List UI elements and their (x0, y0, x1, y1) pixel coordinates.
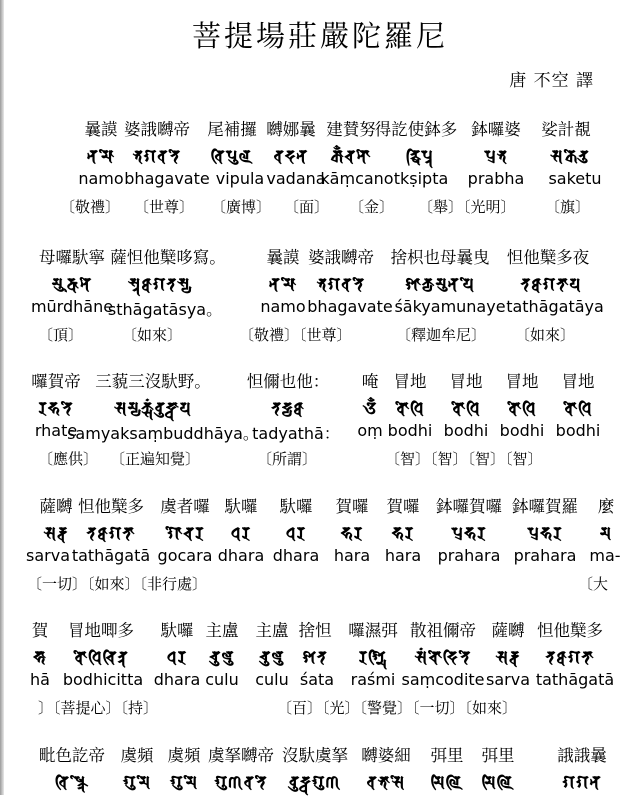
romanized-sanskrit-word: dhara (153, 670, 201, 689)
chinese-transliteration-word: 冒地 (505, 372, 539, 391)
romanized-sanskrit-word: bhagavate (124, 169, 210, 188)
page-title: 菩提場莊嚴陀羅尼 (191, 19, 448, 53)
siddham-script-word: 𑖢𑖿𑖨𑖮𑖨 (527, 524, 563, 544)
chinese-transliteration-word: 唵 (361, 372, 379, 391)
chinese-transliteration-word: 嚩婆細 (361, 746, 411, 765)
romanized-sanskrit-word: bodhicitta (62, 670, 144, 689)
siddham-script-word: 𑖌𑖼 (362, 399, 378, 419)
siddham-script-word: 𑖦𑖳𑖨𑖿𑖠𑖯𑖡𑖸 (51, 275, 93, 295)
romanized-sanskrit-word: mūrdhāne (30, 297, 114, 316)
siddham-script-word: 𑖭𑖎𑖸𑖝𑖲 (550, 147, 590, 167)
romanized-sanskrit-word: bodhi (443, 421, 489, 440)
chinese-gloss-word: 〔如來〕 (515, 326, 576, 344)
romanized-sanskrit-word: prabha (467, 169, 525, 188)
chinese-transliteration-word: 囉賀帝 (31, 372, 81, 391)
chinese-transliteration-word: 冒地唧多 (68, 621, 134, 640)
siddham-script-word: 𑖓𑖲𑖩𑖲 (259, 648, 285, 668)
romanized-sanskrit-word: tathāgatā (535, 670, 615, 689)
chinese-gloss-word: 〔正遍知覺〕 (110, 450, 201, 468)
romanized-sanskrit-word: hara (333, 546, 371, 565)
chinese-transliteration-word: 怛他櫱多 (537, 621, 603, 640)
chinese-transliteration-word: 虞頻 (120, 746, 154, 765)
siddham-script-word: 𑖨𑖮𑖝𑖸 (38, 399, 74, 419)
chinese-transliteration-word: 馱囉 (160, 621, 194, 640)
romanized-sanskrit-word: vadana (266, 169, 326, 188)
chinese-transliteration-word: 建賛努 (326, 120, 376, 139)
siddham-script-word: 𑖐𑖺𑖓𑖨 (165, 524, 205, 544)
siddham-script-word: 𑖮𑖯 (33, 648, 47, 668)
chinese-transliteration-word: 主盧 (255, 621, 289, 640)
siddham-script-word: 𑖝𑖟𑖿𑖧𑖞𑖯 (271, 399, 305, 419)
chinese-transliteration-word: 虞頻 (167, 746, 201, 765)
chinese-transliteration-word: 得訖使鉢多 (374, 120, 458, 139)
chinese-transliteration-word: 冒地 (393, 372, 427, 391)
chinese-gloss-word: 〔百〕〔光〕〔警覺〕〔一切〕〔如來〕 (277, 699, 518, 717)
chinese-transliteration-word: 怛儞也他： (246, 372, 330, 391)
siddham-script-word: 𑖡𑖦𑖺 (86, 147, 116, 167)
romanized-sanskrit-word: oṃ (357, 421, 383, 440)
chinese-gloss-word: 〔智〕〔智〕〔智〕〔智〕 (385, 450, 543, 468)
chinese-transliteration-word: 曩謨 (266, 248, 300, 267)
chinese-transliteration-word: 母囉馱寧 (39, 248, 105, 267)
romanized-sanskrit-word: śata (299, 670, 335, 689)
chinese-gloss-word: 〔旗〕 (545, 198, 591, 216)
chinese-transliteration-word: 散祖儞帝 (410, 621, 476, 640)
chinese-gloss-word: 〔金〕 (349, 198, 395, 216)
romanized-sanskrit-word: namo (260, 297, 306, 316)
romanized-sanskrit-word: sthāgatāsya。 (107, 300, 223, 319)
romanized-sanskrit-word: namo (78, 169, 124, 188)
siddham-script-word: 𑖤𑖺𑖠𑖰 (563, 399, 593, 419)
romanized-sanskrit-word: saketu (548, 169, 602, 188)
romanized-sanskrit-word: bodhi (555, 421, 601, 440)
chinese-transliteration-word: 薩嚩 (39, 497, 73, 516)
chinese-gloss-word: 〔頂〕 (38, 326, 84, 344)
romanized-sanskrit-word: ma- (589, 546, 621, 565)
siddham-script-word: 𑖤𑖺𑖠𑖰 (451, 399, 481, 419)
chinese-transliteration-word: 馱囉 (224, 497, 258, 516)
chinese-transliteration-word: 冒地 (449, 372, 483, 391)
chinese-transliteration-word: 弭里 (430, 746, 464, 765)
siddham-script-word: 𑖐𑖲𑖦𑖸 (122, 773, 152, 793)
chinese-transliteration-word: 鉢囉賀囉 (436, 497, 502, 516)
siddham-script-word: 𑖪𑖰𑖬𑖿𑖎𑖿𑖝𑖸 (55, 773, 89, 793)
chinese-transliteration-word: 婆誐嚩帝 (308, 248, 374, 267)
chinese-transliteration-word: 怛他櫱多 (78, 497, 144, 516)
chinese-transliteration-word: 曩謨 (84, 120, 118, 139)
siddham-script-word: 𑖠𑖨 (285, 524, 307, 544)
siddham-script-word: 𑖫𑖯𑖎𑖿𑖧𑖦𑖲𑖡𑖧𑖸 (405, 275, 475, 295)
siddham-script-word: 𑖮𑖨 (340, 524, 364, 544)
romanized-sanskrit-word: rhate (34, 421, 78, 440)
chinese-transliteration-word: 賀囉 (335, 497, 369, 516)
chinese-transliteration-word: 怛他櫱多夜 (506, 248, 590, 267)
siddham-script-word: 𑖪𑖥𑖯𑖭𑖸 (366, 773, 406, 793)
siddham-script-word: 𑖡𑖦𑖺 (268, 275, 298, 295)
chinese-transliteration-word: 麼 (597, 497, 615, 516)
chinese-gloss-word: 〔敬禮〕 (60, 198, 121, 216)
chinese-transliteration-word: 冒地 (561, 372, 595, 391)
romanized-sanskrit-word: bodhi (499, 421, 545, 440)
romanized-sanskrit-word: raśmi (350, 670, 396, 689)
siddham-script-word: 𑖤𑖺𑖠𑖰 (507, 399, 537, 419)
chinese-transliteration-word: 虞者囉 (160, 497, 210, 516)
romanized-sanskrit-word: śākyamunaye (394, 297, 506, 316)
romanized-sanskrit-word: dhara (272, 546, 320, 565)
chinese-transliteration-word: 沒馱虞拏 (282, 746, 348, 765)
siddham-script-word: 𑖭𑖨𑖿𑖪 (43, 524, 69, 544)
romanized-sanskrit-word: saṃcodite (401, 670, 485, 689)
romanized-sanskrit-word: prahara (437, 546, 501, 565)
siddham-script-word: 𑖦𑖰𑖩𑖰 (430, 773, 464, 793)
siddham-script-word: 𑖨𑖫𑖿𑖦𑖰 (358, 648, 388, 668)
siddham-script-word: 𑖪𑖟𑖡 (273, 147, 309, 167)
chinese-transliteration-word: 囉濕弭 (348, 621, 398, 640)
siddham-script-word: 𑖝𑖞𑖯𑖐𑖝𑖯𑖧 (520, 275, 582, 295)
chinese-transliteration-word: 鉢囉賀羅 (512, 497, 578, 516)
siddham-script-word: 𑖝𑖞𑖯𑖐𑖝𑖯 (545, 648, 595, 668)
chinese-gloss-word: 〔面〕 (284, 198, 330, 216)
chinese-gloss-word: 〔所謂〕 (257, 450, 318, 468)
chinese-gloss-word: 〔如來〕 (122, 326, 183, 344)
romanized-sanskrit-word: tkṣipta (393, 169, 449, 188)
chinese-transliteration-word: 捨怛 (298, 621, 332, 640)
romanized-sanskrit-word: hā (30, 670, 50, 689)
chinese-transliteration-word: 尾補攞 (207, 120, 257, 139)
romanized-sanskrit-word: gocara (157, 546, 213, 565)
chinese-transliteration-word: 三藐三沒馱野。 (95, 372, 211, 391)
page-edge-shadow (0, 0, 4, 795)
romanized-sanskrit-word: tadyathā： (252, 424, 340, 443)
siddham-script-word: 𑖐𑖲𑖦𑖸 (169, 773, 199, 793)
romanized-sanskrit-word: tathāgatā (71, 546, 151, 565)
chinese-gloss-word: 〕〔菩提心〕〔持〕 (38, 699, 159, 717)
romanized-sanskrit-word: sarva (26, 546, 70, 565)
chinese-transliteration-word: 弭里 (481, 746, 515, 765)
chinese-gloss-word: 〔舉〕〔光明〕 (418, 198, 516, 216)
romanized-sanskrit-word: samyaksaṃbuddhāya。 (67, 424, 259, 443)
chinese-gloss-word: 〔大 (578, 575, 609, 593)
romanized-sanskrit-word: kāṃcano (320, 169, 394, 188)
siddham-script-word: 𑖭𑖨𑖿𑖪 (495, 648, 521, 668)
siddham-script-word: 𑖢𑖿𑖨𑖥 (484, 147, 508, 167)
siddham-script-word: 𑖫𑖝 (302, 648, 328, 668)
romanized-sanskrit-word: vipula (215, 169, 265, 188)
romanized-sanskrit-word: culu (255, 670, 289, 689)
chinese-transliteration-word: 婆誐嚩帝 (124, 120, 190, 139)
siddham-script-word: 𑖭𑖦𑖿𑖧𑖎𑖿𑖭𑖽𑖤𑖲𑖟𑖿𑖠𑖯𑖧 (114, 399, 192, 419)
siddham-script-word: 𑖠𑖨 (230, 524, 252, 544)
chinese-transliteration-word: 嚩娜曩 (266, 120, 316, 139)
chinese-gloss-word: 〔應供〕 (38, 450, 99, 468)
chinese-transliteration-word: 薩怛他櫱哆寫。 (110, 248, 226, 267)
romanized-sanskrit-word: hara (384, 546, 422, 565)
romanized-sanskrit-word: culu (205, 670, 239, 689)
siddham-script-word: 𑖤𑖲𑖟𑖿𑖠𑖐𑖲𑖜 (289, 773, 341, 793)
romanized-sanskrit-word: dhara (217, 546, 265, 565)
siddham-script-word: 𑖝𑖿𑖎𑖿𑖬𑖰𑖢𑖿𑖝 (406, 147, 434, 167)
siddham-script-word: 𑖠𑖨 (166, 648, 188, 668)
chinese-transliteration-word: 誐誐曩 (557, 746, 607, 765)
siddham-script-word: 𑖓𑖲𑖩𑖲 (209, 648, 235, 668)
siddham-script-word: 𑖥𑖐𑖪𑖝𑖸 (316, 275, 366, 295)
siddham-script-word: 𑖦 (599, 524, 613, 544)
chinese-gloss-word: 〔釋迦牟尼〕 (396, 326, 487, 344)
chinese-transliteration-word: 捨枳也母曩曳 (390, 248, 490, 267)
siddham-script-word: 𑖎𑖯𑖼𑖓𑖡𑖺 (330, 147, 372, 167)
chinese-transliteration-word: 毗色訖帝 (39, 746, 105, 765)
siddham-script-word: 𑖢𑖿𑖨𑖮𑖨 (451, 524, 487, 544)
translator-byline: 唐 不空 譯 (509, 71, 594, 91)
siddham-script-word: 𑖥𑖐𑖪𑖝𑖸 (132, 147, 182, 167)
chinese-gloss-word: 〔廣博〕 (211, 198, 272, 216)
siddham-script-word: 𑖝𑖞𑖯𑖐𑖝𑖯 (86, 524, 136, 544)
siddham-script-word: 𑖐𑖐𑖡 (562, 773, 602, 793)
romanized-sanskrit-word: bodhi (387, 421, 433, 440)
chinese-gloss-word: 〔一切〕〔如來〕〔非行處〕 (27, 575, 208, 593)
chinese-transliteration-word: 馱囉 (279, 497, 313, 516)
chinese-transliteration-word: 鉢囉婆 (471, 120, 521, 139)
siddham-script-word: 𑖭𑖽𑖓𑖺𑖟𑖰𑖝𑖸 (414, 648, 472, 668)
siddham-script-word: 𑖪𑖰𑖢𑖲𑖩 (210, 147, 254, 167)
siddham-script-word: 𑖮𑖨 (391, 524, 415, 544)
chinese-gloss-word: 〔敬禮〕〔世尊〕 (239, 326, 352, 344)
siddham-script-word: 𑖐𑖲𑖜𑖪𑖝𑖸 (214, 773, 268, 793)
chinese-transliteration-word: 娑計覩 (541, 120, 591, 139)
siddham-script-word: 𑖦𑖰𑖩𑖰 (481, 773, 515, 793)
romanized-sanskrit-word: tathāgatāya (506, 297, 604, 316)
romanized-sanskrit-word: bhagavate (307, 297, 393, 316)
chinese-transliteration-word: 賀囉 (386, 497, 420, 516)
romanized-sanskrit-word: sarva (486, 670, 530, 689)
siddham-script-word: 𑖭𑖿𑖝𑖞𑖯𑖐𑖝𑖭𑖿𑖧 (128, 275, 192, 295)
chinese-transliteration-word: 賀 (31, 621, 49, 640)
chinese-gloss-word: 〔世尊〕 (134, 198, 195, 216)
chinese-transliteration-word: 薩嚩 (491, 621, 525, 640)
romanized-sanskrit-word: prahara (513, 546, 577, 565)
siddham-script-word: 𑖤𑖺𑖠𑖰 (395, 399, 425, 419)
chinese-transliteration-word: 虞拏嚩帝 (208, 746, 274, 765)
siddham-script-word: 𑖤𑖺𑖠𑖰𑖓𑖰𑖝𑖿𑖝 (73, 648, 129, 668)
chinese-transliteration-word: 主盧 (205, 621, 239, 640)
